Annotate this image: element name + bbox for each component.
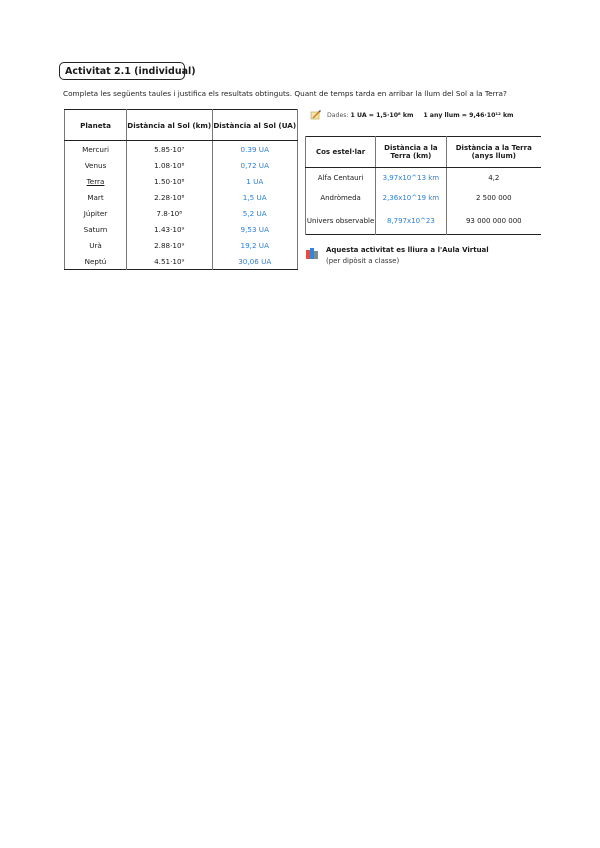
header-planet: Planeta (65, 110, 127, 141)
stars-header-row (306, 137, 542, 168)
header-body: Cos estel·lar (306, 137, 376, 168)
planet-ua: 19,2 UA (240, 240, 269, 250)
body-ly: 2 500 000 (475, 194, 512, 202)
planet-ua: 1,5 UA (242, 192, 267, 202)
table-row (65, 157, 298, 173)
data-ua: 1 UA = 1,5·10⁸ km (350, 112, 414, 119)
planet-name: Mercuri (65, 141, 127, 158)
body-ly: 4,2 (488, 174, 500, 182)
header-distance-km: Distància a la Terra (km) (376, 137, 446, 168)
planet-km: 1.50·10⁸ (127, 173, 212, 189)
planet-name: Júpiter (65, 205, 127, 221)
table-row (65, 205, 298, 221)
table-row (65, 237, 298, 253)
planet-km: 4.51·10⁹ (127, 253, 212, 270)
planet-km: 7.8·10⁸ (127, 205, 212, 221)
data-light-year: 1 any llum = 9,46·10¹² km (423, 112, 514, 119)
planet-km: 5.85·10⁷ (127, 141, 212, 158)
planet-name: Neptú (65, 253, 127, 270)
body-km: 2,36x10^19 km (376, 188, 446, 208)
body-name: Univers observable (306, 208, 376, 235)
planet-ua: 9,53 UA (240, 224, 269, 234)
planets-table (64, 109, 298, 270)
header-distance-ua: Distància al Sol (UA) (212, 110, 298, 141)
planet-ua: 5,2 UA (242, 208, 267, 218)
table-row (65, 221, 298, 237)
data-note (310, 110, 514, 120)
table-row (306, 188, 542, 208)
pencil-icon (310, 110, 322, 120)
table-row (306, 208, 542, 235)
planets-header-row (65, 110, 298, 141)
virtual-note-line2: (per dipòsit a classe) (326, 257, 400, 265)
header-distance-ly: Distància a la Terra (anys llum) (446, 137, 541, 168)
table-row (65, 189, 298, 205)
virtual-classroom-icon (305, 246, 319, 260)
body-ly: 93 000 000 000 (465, 217, 522, 225)
table-row (65, 141, 298, 158)
planet-km: 2.88·10⁹ (127, 237, 212, 253)
stars-table (305, 136, 541, 235)
table-row (65, 173, 298, 189)
planet-name: Mart (65, 189, 127, 205)
planet-ua: 1 UA (246, 176, 264, 186)
data-label: Dades: (326, 112, 349, 119)
virtual-note-line1: Aquesta activitat es lliura a l'Aula Virtual (326, 246, 489, 254)
planet-km: 2.28·10⁸ (127, 189, 212, 205)
body-km: 3,97x10^13 km (376, 168, 446, 189)
planet-ua: 0.39 UA (240, 144, 269, 154)
header-distance-km: Distància al Sol (km) (127, 110, 212, 141)
planet-name: Terra (65, 173, 127, 189)
planet-km: 1.43·10⁹ (127, 221, 212, 237)
planet-name: Saturn (65, 221, 127, 237)
table-row (65, 253, 298, 270)
planet-ua: 0,72 UA (240, 160, 269, 170)
activity-title: Activitat 2.1 (individual) (59, 62, 185, 80)
body-name: Alfa Centauri (306, 168, 376, 189)
planet-name: Urà (65, 237, 127, 253)
table-row (306, 168, 542, 189)
planet-ua: 30,06 UA (238, 256, 272, 266)
planet-km: 1.08·10⁸ (127, 157, 212, 173)
instructions-text: Completa les següents taules i justifica els resultats obtinguts. Quant de temps tarda en arribar la llum del Sol a la Terra? (63, 89, 507, 98)
body-km: 8,797x10^23 (376, 208, 446, 235)
planet-name: Venus (65, 157, 127, 173)
body-name: Andròmeda (306, 188, 376, 208)
